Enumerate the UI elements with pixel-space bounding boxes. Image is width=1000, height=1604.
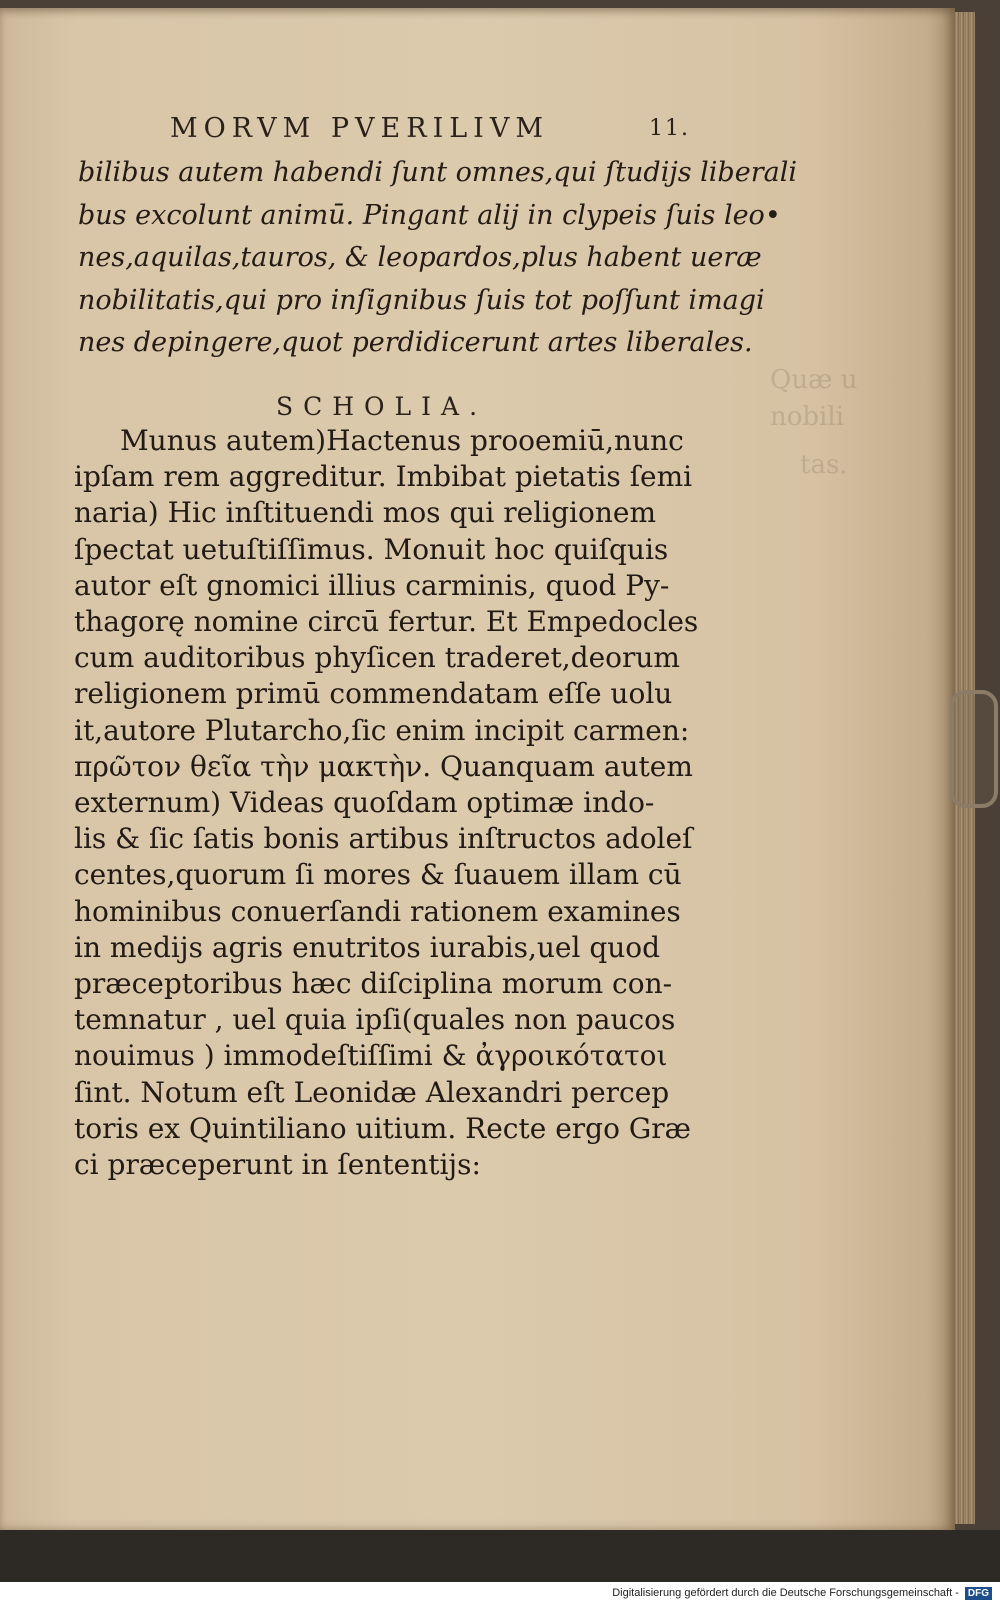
text-line: lis & ſic ſatis bonis artibus inſtructos adoleſ xyxy=(74,822,693,856)
text-line: religionem primū commendatam eſſe uolu xyxy=(74,677,673,711)
scholia-heading: SCHOLIA. xyxy=(276,392,488,421)
text-line: centes,quorum ſi mores & ſuauem illam cū xyxy=(74,858,682,892)
show-through: nobili xyxy=(770,402,844,432)
text-line: autor eſt gnomici illius carminis, quod Py- xyxy=(74,568,670,602)
running-head-title: MORVM PVERILIVM xyxy=(170,112,549,144)
main-text-italic xyxy=(78,152,797,365)
text-line: nouimus ) immodeſtiſſimi & ἀγροικότατοι xyxy=(74,1039,668,1073)
scan-bottom-shadow xyxy=(0,1530,1000,1582)
dfg-logo: DFG xyxy=(965,1587,992,1600)
text-line: cum auditoribus phyſicen traderet,deorum xyxy=(74,641,680,675)
text-line: hominibus conuerſandi rationem examines xyxy=(74,894,681,928)
running-head xyxy=(170,108,690,148)
show-through: Quæ u xyxy=(770,365,858,395)
show-through: tas. xyxy=(800,450,848,480)
text-line: nes,aquilas,tauros, & leopardos,plus habent ueræ xyxy=(78,242,762,274)
text-line: ſint. Notum eſt Leonidæ Alexandri percep xyxy=(74,1075,670,1109)
text-line: Munus autem)Hactenus prooemiū,nunc xyxy=(120,424,684,457)
text-line: ſpectat uetuſtiſſimus. Monuit hoc quiſquis xyxy=(74,532,669,566)
text-line: externum) Videas quoſdam optimæ indo- xyxy=(74,786,655,820)
text-line: bus excolunt animū. Pingant alij in clypeis ſuis leo• xyxy=(78,199,781,231)
text-line: nes depingere,quot perdidicerunt artes liberales. xyxy=(78,327,753,359)
text-line: ipſam rem aggreditur. Imbibat pietatis ſemi xyxy=(74,460,693,494)
text-line: in medijs agris enutritos iurabis,uel quod xyxy=(74,930,661,964)
text-line: it,autore Plutarcho,ſic enim incipit carmen: xyxy=(74,713,690,747)
text-line: nobilitatis,qui pro inſignibus ſuis tot poſſunt imagi xyxy=(78,284,765,316)
digitization-footer xyxy=(0,1582,1000,1604)
scholia-text xyxy=(74,423,714,1183)
text-line: temnatur , uel quia ipſi(quales non paucos xyxy=(74,1003,676,1037)
text-line: thagorę nomine circū fertur. Et Empedocles xyxy=(74,605,699,639)
text-line: πρῶτον θεῖα τὴν μακτὴν. Quanquam autem xyxy=(74,749,693,783)
text-line: præceptoribus hæc diſciplina morum con- xyxy=(74,967,673,1001)
text-line: ci præceperunt in ſententijs: xyxy=(74,1148,481,1182)
funding-credit: Digitalisierung gefördert durch die Deutsche Forschungsgemeinschaft - xyxy=(612,1587,959,1599)
text-line: naria) Hic inſtituendi mos qui religionem xyxy=(74,496,657,530)
text-line: toris ex Quintiliano uitium. Recte ergo Græ xyxy=(74,1111,691,1145)
book-clasp xyxy=(950,690,998,808)
page-number: 11. xyxy=(649,115,690,141)
text-line: bilibus autem habendi ſunt omnes,qui ſtudijs liberali xyxy=(78,157,797,188)
